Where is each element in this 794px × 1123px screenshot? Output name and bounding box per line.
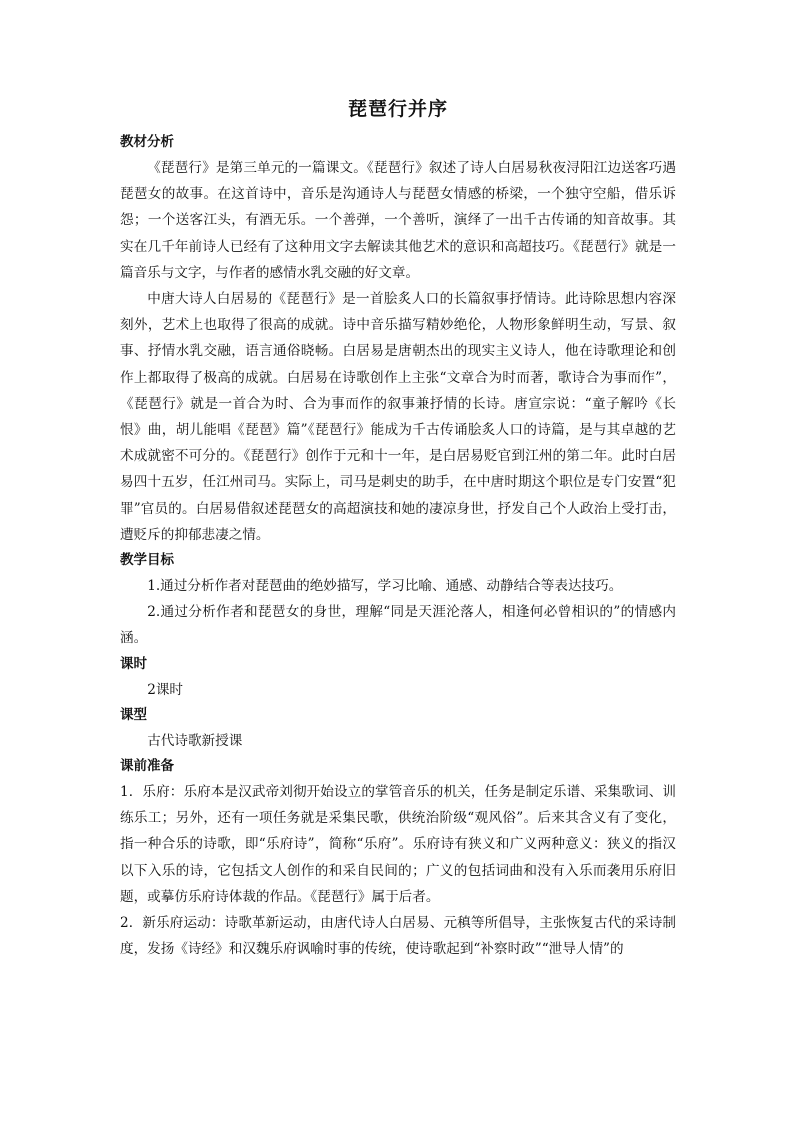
document-page [120,96,676,962]
paragraph: 1.通过分析作者对琵琶曲的绝妙描写，学习比喻、通感、动静结合等表达技巧。 [147,578,623,595]
paragraph: 2课时 [147,681,184,698]
paragraph: 《琵琶行》是第三单元的一篇课文。《琵琶行》叙述了诗人白居易秋夜浔阳江边送客巧遇琵琶女的故事。在这首诗中，音乐是沟通诗人与琵琶女情感的桥梁，一个独守空船，借乐诉怨；一个送客江头，有酒无乐。一个善弹，一个善听，演绎了一出千古传诵的知音故事。其实在几千年前诗人已经有了这种用文字去解读其他艺术的意识和高超技巧。《琵琶行》就是一篇音乐与文字，与作者的感情水乳交融的好文章。 [120,160,676,281]
paragraph: 2．新乐府运动：诗歌革新运动，由唐代诗人白居易、元稹等所倡导，主张恢复古代的采诗制度，发扬《诗经》和汉魏乐府讽喻时事的传统，使诗歌起到“补察时政”“泄导人情”的 [120,915,676,958]
section-textbook-analysis [120,130,676,548]
section-class-hours [120,652,676,703]
section-heading: 课型 [120,706,147,723]
section-heading: 课时 [120,655,147,672]
section-heading: 课前准备 [120,758,174,775]
paragraph: 古代诗歌新授课 [147,732,243,749]
section-preparation [120,754,676,962]
section-lesson-type [120,703,676,754]
paragraph: 中唐大诗人白居易的《琵琶行》是一首脍炙人口的长篇叙事抒情诗。此诗除思想内容深刻外，艺术上也取得了很高的成就。诗中音乐描写精妙绝伦，人物形象鲜明生动，写景、叙事、抒情水乳交融，语言通俗晓畅。白居易是唐朝杰出的现实主义诗人，他在诗歌理论和创作上都取得了极高的成就。白居易在诗歌创作上主张“文章合为时而著，歌诗合为事而作”，《琵琶行》就是一首合为时、合为事而作的叙事兼抒情的长诗。唐宣宗说：“童子解吟《长恨》曲，胡儿能唱《琵琶》篇”《琵琶行》能成为千古传诵脍炙人口的诗篇，是与其卓越的艺术成就密不可分的。《琵琶行》创作于元和十一年，是白居易贬官到江州的第二年。此时白居易四十五岁，任江州司马。实际上，司马是刺史的助手，在中唐时期这个职位是专门安置“犯罪”官员的。白居易借叙述琵琶女的高超演技和她的凄凉身世，抒发自己个人政治上受打击，遭贬斥的抑郁悲凄之情。 [120,291,676,543]
paragraph: 2.通过分析作者和琵琶女的身世，理解“同是天涯沦落人，相逢何必曾相识的”的情感内涵。 [120,604,676,647]
section-heading: 教材分析 [120,134,174,150]
document-title: 琵琶行并序 [347,98,448,120]
section-teaching-goals [120,548,676,652]
paragraph: 1．乐府：乐府本是汉武帝刘彻开始设立的掌管音乐的机关，任务是制定乐谱、采集歌词、训练乐工；另外，还有一项任务就是采集民歌，供统治阶级“观风俗”。后来其含义有了变化，指一种合乐的诗歌，即“乐府诗”，简称“乐府”。乐府诗有狭义和广义两种意义：狭义的指汉以下入乐的诗，它包括文人创作的和采自民间的；广义的包括词曲和没有入乐而袭用乐府旧题，或摹仿乐府诗体裁的作品。《琵琶行》属于后者。 [120,784,676,905]
section-heading: 教学目标 [120,552,174,569]
